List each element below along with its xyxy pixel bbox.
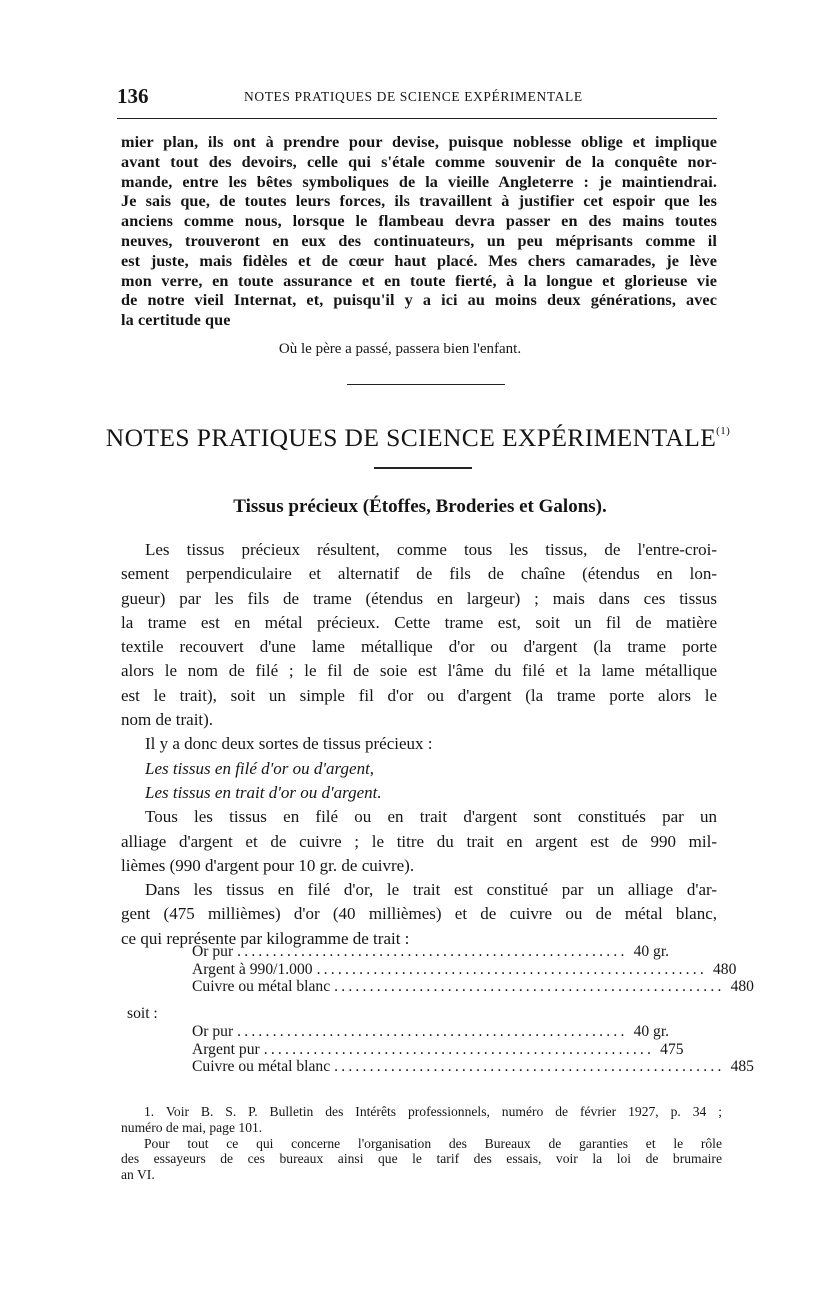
table-row	[192, 1058, 754, 1076]
continuation-paragraph	[121, 133, 717, 331]
text-line: la trame est en métal précieux. Cette trame est, soit un fil de matière	[121, 612, 717, 632]
text-line: la certitude que	[121, 311, 231, 330]
section-title-text: NOTES PRATIQUES DE SCIENCE EXPÉRIMENTALE	[105, 423, 717, 452]
text-line: gueur) par les fils de trame (étendus en largeur) ; mais dans ces tissus	[121, 588, 717, 608]
composition-table-1	[192, 943, 754, 996]
row-label: Argent pur	[192, 1040, 260, 1058]
composition-table-2	[192, 1023, 754, 1076]
row-value: 475	[660, 1040, 684, 1058]
table-row	[192, 978, 754, 996]
table-row	[192, 1023, 670, 1041]
list-item: Les tissus en trait d'or ou d'argent.	[145, 782, 382, 802]
text-line: ce qui représente par kilogramme de trait :	[121, 928, 410, 948]
proverb-quote: Où le père a passé, passera bien l'enfant.	[278, 341, 522, 357]
row-label: Cuivre ou métal blanc	[192, 978, 331, 995]
text-line: Je sais que, de toutes leurs forces, ils travaillent à justifier cet espoir que les	[121, 192, 717, 211]
leader-dots: .......................................................	[316, 960, 707, 978]
leader-dots: .......................................................	[334, 1058, 725, 1075]
row-value: 485	[730, 1058, 754, 1075]
text-line: Tous les tissus en filé ou en trait d'argent sont constitués par un	[145, 807, 717, 827]
row-label: Or pur	[192, 1023, 234, 1040]
leader-dots: .......................................................	[334, 978, 725, 995]
footnote-line: Pour tout ce qui concerne l'organisation des Bureaux de garanties et le rôle	[144, 1135, 722, 1151]
table-row	[192, 1040, 684, 1059]
text-line: gent (475 millièmes) d'or (40 millièmes) et de cuivre ou de métal blanc,	[121, 904, 717, 924]
text-line: est juste, mais fidèles et de cœur haut placé. Mes chers camarades, je lève	[121, 251, 717, 270]
leader-dots: .......................................................	[263, 1040, 655, 1058]
page-number: 136	[117, 84, 149, 108]
row-label: Or pur	[192, 943, 234, 960]
soit-label: soit :	[127, 1005, 158, 1022]
footnote-line: numéro de mai, page 101.	[121, 1119, 263, 1135]
text-line: alors le nom de filé ; le fil de soie est l'âme du filé et la lame métallique	[121, 661, 717, 681]
row-label: Cuivre ou métal blanc	[192, 1058, 331, 1075]
text-line: alliage d'argent et de cuivre ; le titre du trait en argent est de 990 mil-	[121, 831, 717, 851]
title-rule	[374, 467, 472, 469]
footnote-line: an VI.	[121, 1167, 155, 1183]
text-line: Les tissus précieux résultent, comme tous les tissus, de l'entre-croi-	[145, 540, 717, 559]
separator-rule	[347, 384, 505, 385]
text-line: Il y a donc deux sortes de tissus précieux :	[145, 734, 433, 754]
text-line: mon verre, en toute assurance et en toute fierté, à la longue et glorieuse vie	[121, 271, 717, 290]
footnotes	[121, 1104, 722, 1183]
text-line: lièmes (990 d'argent pour 10 gr. de cuivre).	[121, 855, 415, 875]
running-title: NOTES PRATIQUES DE SCIENCE EXPÉRIMENTALE	[244, 89, 583, 104]
header-rule	[117, 118, 717, 119]
text-line: Dans les tissus en filé d'or, le trait est constitué par un alliage d'ar-	[145, 880, 717, 900]
row-label: Argent à 990/1.000	[192, 960, 313, 978]
text-line: mande, entre les bêtes symboliques de la vieille Angleterre : je maintiendrai.	[121, 172, 717, 191]
text-line: nom de trait).	[121, 710, 214, 730]
table-row	[192, 960, 737, 979]
leader-dots: .......................................................	[237, 943, 628, 960]
row-value: 480	[730, 978, 754, 995]
leader-dots: .......................................................	[237, 1023, 628, 1040]
footnote-ref: (1)	[716, 425, 731, 437]
text-line: est le trait), soit un simple fil d'or ou d'argent (la trame porte alors le	[121, 685, 717, 705]
row-value: 480	[712, 960, 737, 978]
text-line: mier plan, ils ont à prendre pour devise, puisque noblesse oblige et implique	[121, 133, 717, 151]
footnote-line: des essayeurs de ces bureaux ainsi que le tarif des essais, voir la loi de brumaire	[121, 1151, 722, 1167]
text-line: textile recouvert d'une lame métallique d'or ou d'argent (la trame porte	[121, 637, 717, 657]
body-text	[121, 538, 717, 951]
list-item: Les tissus en filé d'or ou d'argent,	[145, 758, 375, 778]
text-line: avant tout des devoirs, celle qui s'étale comme souvenir de la conquête nor-	[121, 152, 717, 171]
footnote-line: 1. Voir B. S. P. Bulletin des Intérêts professionnels, numéro de février 1927, p. 34 ;	[144, 1104, 722, 1119]
table-row	[192, 943, 670, 961]
section-subtitle: Tissus précieux (Étoffes, Broderies et Galons).	[233, 496, 607, 517]
section-title	[0, 423, 836, 453]
text-line: neuves, trouveront en eux des continuateurs, un peu méprisants comme il	[121, 231, 717, 250]
text-line: sement perpendiculaire et alternatif de fils de chaîne (étendus en lon-	[121, 564, 717, 584]
text-line: de notre vieil Internat, et, puisqu'il y a ici au moins deux générations, avec	[121, 291, 717, 310]
row-value: 40 gr.	[633, 1023, 670, 1040]
text-line: anciens comme nous, lorsque le flambeau devra passer en des mains toutes	[121, 212, 717, 231]
row-value: 40 gr.	[633, 943, 670, 960]
